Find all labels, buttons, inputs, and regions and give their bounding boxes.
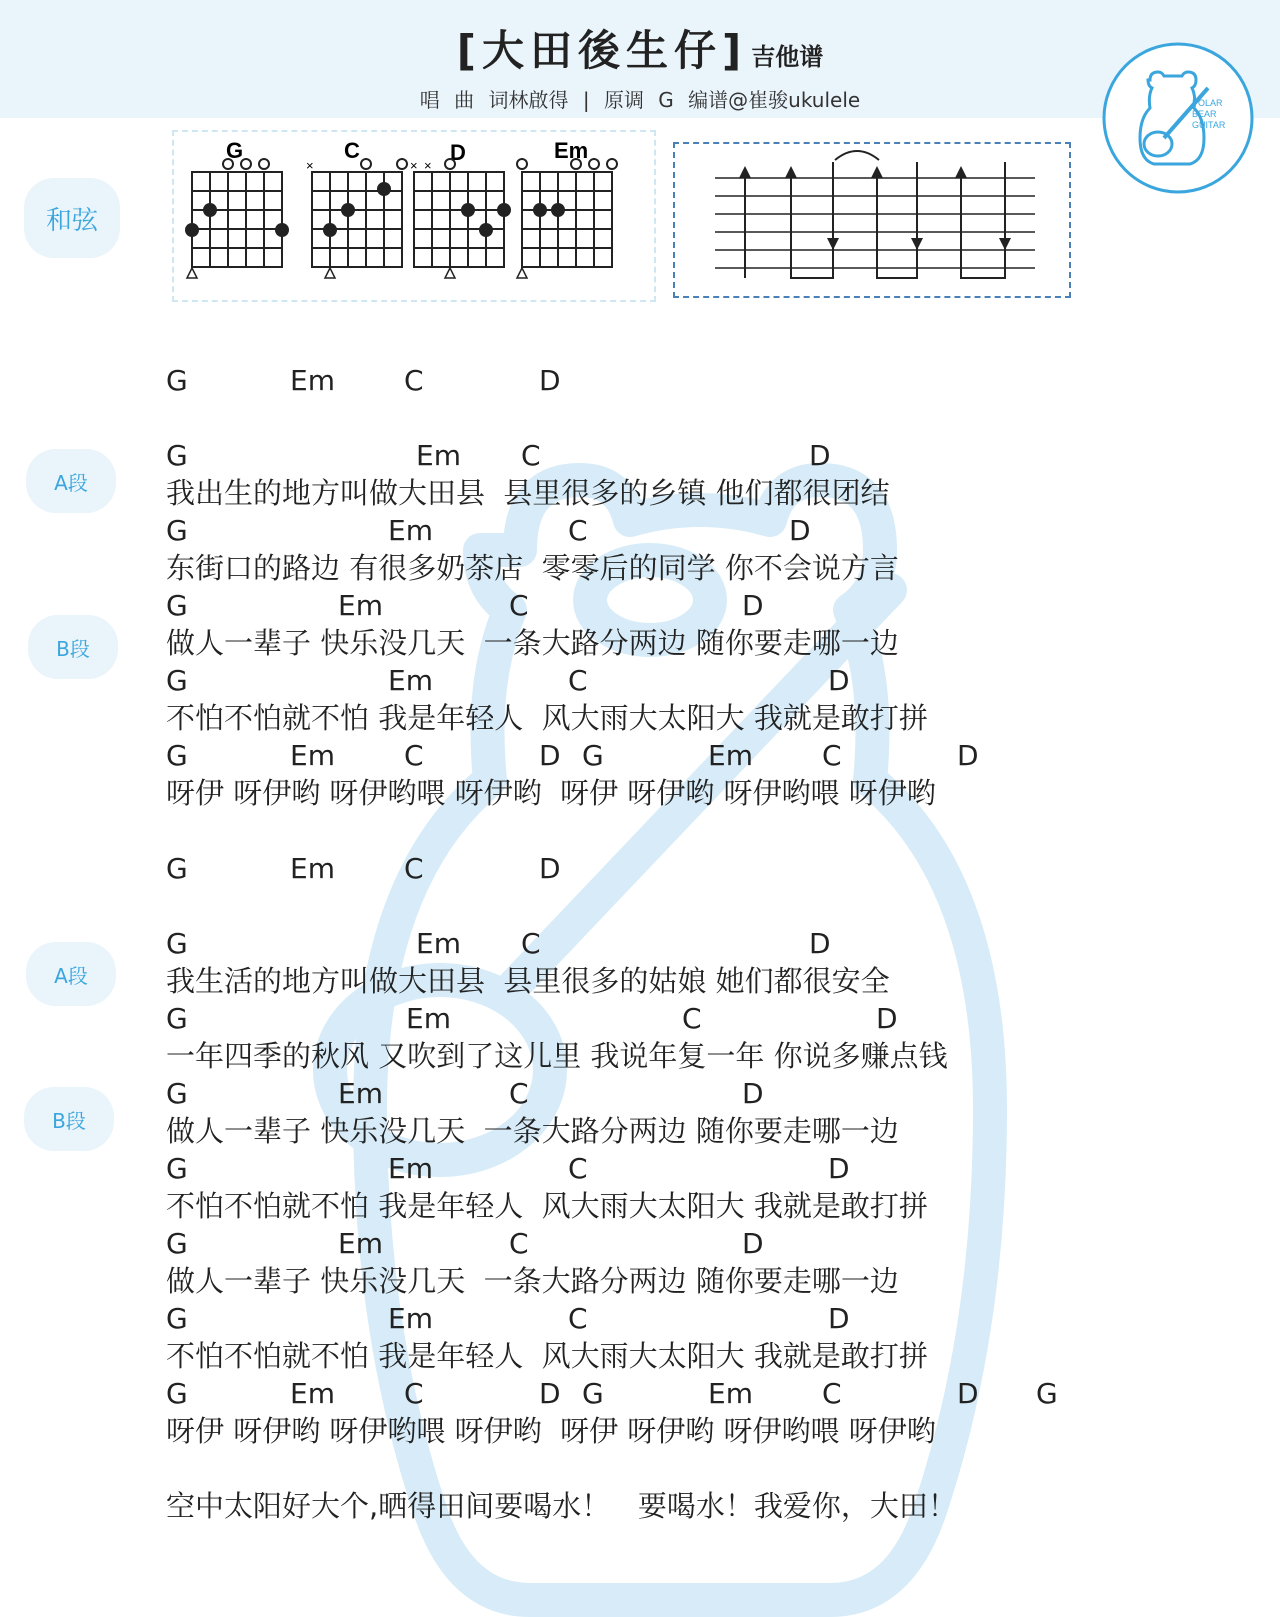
section-b-label-2: B段 — [24, 1087, 114, 1151]
chord-symbol: D — [828, 664, 850, 697]
lyric-line: 不怕不怕就不怕 我是年轻人 风大雨大太阳大 我就是敢打拼 — [166, 1189, 928, 1223]
chord-symbol: C — [822, 739, 842, 772]
title-block — [0, 18, 1280, 78]
chord-symbol: Em — [708, 739, 753, 772]
chord-diagrams — [174, 132, 654, 300]
chord-symbol: C — [509, 1227, 529, 1260]
chord-symbol: C — [568, 514, 588, 547]
chord-em-name: Em — [554, 138, 589, 163]
lyric-line: 东街口的路边 有很多奶茶店 零零后的同学 你不会说方言 — [166, 551, 899, 585]
strum-pattern-panel — [673, 142, 1071, 298]
chord-em-diagram — [517, 138, 617, 278]
chord-symbol: C — [682, 1002, 702, 1035]
chord-symbol: G — [166, 439, 188, 472]
chord-symbol: G — [166, 1152, 188, 1185]
chord-symbol: Em — [388, 1302, 433, 1335]
logo-text-1: POLAR — [1192, 98, 1223, 108]
chord-symbol: G — [166, 1002, 188, 1035]
chord-symbol: D — [789, 514, 811, 547]
chord-symbol: G — [166, 1302, 188, 1335]
chord-line — [166, 1227, 1166, 1261]
chord-line — [166, 927, 1166, 961]
song-subtitle: 吉他谱 — [751, 43, 824, 71]
chord-symbol: Em — [338, 1227, 383, 1260]
chord-symbol: D — [876, 1002, 898, 1035]
chord-symbol: D — [539, 364, 561, 397]
chord-symbol: Em — [416, 439, 461, 472]
lyric-line: 呀伊 呀伊哟 呀伊哟喂 呀伊哟 呀伊 呀伊哟 呀伊哟喂 呀伊哟 — [166, 776, 936, 810]
section-b-label-1: B段 — [28, 615, 118, 679]
polar-bear-guitar-logo — [1100, 40, 1256, 196]
chord-symbol: C — [404, 739, 424, 772]
strum-pattern — [675, 144, 1069, 296]
chord-symbol: Em — [388, 1152, 433, 1185]
chord-line — [166, 739, 1166, 773]
chord-line — [166, 1302, 1166, 1336]
chord-symbol: C — [509, 1077, 529, 1110]
chord-symbol: G — [166, 1227, 188, 1260]
chord-symbol: D — [539, 852, 561, 885]
chord-line — [166, 1077, 1166, 1111]
chord-symbol: Em — [708, 1377, 753, 1410]
chord-d-name: D — [450, 140, 466, 165]
chord-symbol: D — [828, 1302, 850, 1335]
chord-line — [166, 364, 1166, 398]
logo-text-2: BEAR — [1192, 109, 1217, 119]
chord-symbol: Em — [290, 852, 335, 885]
lyric-line: 做人一辈子 快乐没几天 一条大路分两边 随你要走哪一边 — [166, 1264, 899, 1298]
lyric-line: 一年四季的秋风 又吹到了这儿里 我说年复一年 你说多赚点钱 — [166, 1039, 948, 1073]
chord-symbol: G — [166, 927, 188, 960]
chord-symbol: Em — [338, 1077, 383, 1110]
chord-g-name: G — [226, 138, 244, 163]
svg-text:×: × — [410, 158, 418, 173]
section-a-label-2: A段 — [26, 942, 116, 1006]
chord-symbol: C — [509, 589, 529, 622]
chord-c-name: C — [344, 138, 360, 163]
chord-symbol: D — [957, 1377, 979, 1410]
chord-symbol: C — [568, 664, 588, 697]
chord-symbol: G — [166, 514, 188, 547]
chord-symbol: C — [822, 1377, 842, 1410]
chord-symbol: Em — [416, 927, 461, 960]
chord-symbol: C — [404, 1377, 424, 1410]
chord-symbol: Em — [338, 589, 383, 622]
logo-text-3: GUITAR — [1192, 120, 1226, 130]
section-a-label-1: A段 — [26, 449, 116, 513]
chord-symbol: G — [166, 739, 188, 772]
chord-line — [166, 1002, 1166, 1036]
chord-symbol: G — [582, 1377, 604, 1410]
song-title: [大田後生仔] — [456, 26, 748, 75]
chord-symbol: D — [742, 1227, 764, 1260]
chord-symbol: G — [582, 739, 604, 772]
chord-line — [166, 664, 1166, 698]
chords-label: 和弦 — [24, 178, 120, 258]
chord-symbol: D — [809, 439, 831, 472]
chord-line — [166, 1377, 1166, 1411]
chord-symbol: D — [539, 1377, 561, 1410]
lyric-line: 我生活的地方叫做大田县 县里很多的姑娘 她们都很安全 — [166, 964, 890, 998]
chord-line — [166, 589, 1166, 623]
lyric-line: 呀伊 呀伊哟 呀伊哟喂 呀伊哟 呀伊 呀伊哟 呀伊哟喂 呀伊哟 — [166, 1414, 936, 1448]
lyric-line: 做人一辈子 快乐没几天 一条大路分两边 随你要走哪一边 — [166, 1114, 899, 1148]
chord-c-diagram — [306, 138, 407, 278]
lyric-line: 空中太阳好大个,晒得田间要喝水！ 要喝水！我爱你，大田！ — [166, 1489, 957, 1523]
chord-symbol: Em — [290, 739, 335, 772]
svg-text:×: × — [306, 158, 314, 173]
lyric-line: 做人一辈子 快乐没几天 一条大路分两边 随你要走哪一边 — [166, 626, 899, 660]
chord-symbol: D — [539, 739, 561, 772]
lyric-line: 不怕不怕就不怕 我是年轻人 风大雨大太阳大 我就是敢打拼 — [166, 701, 928, 735]
lyric-line: 不怕不怕就不怕 我是年轻人 风大雨大太阳大 我就是敢打拼 — [166, 1339, 928, 1373]
chord-symbol: D — [742, 1077, 764, 1110]
chord-symbol: C — [404, 364, 424, 397]
chord-symbol: G — [166, 852, 188, 885]
chord-symbol: G — [166, 664, 188, 697]
chord-line — [166, 1152, 1166, 1186]
chord-line — [166, 852, 1166, 886]
chord-line — [166, 514, 1166, 548]
chord-symbol: D — [957, 739, 979, 772]
chord-symbol: Em — [388, 664, 433, 697]
chord-symbol: D — [742, 589, 764, 622]
chord-diagrams-panel — [172, 130, 656, 302]
chord-symbol: G — [166, 364, 188, 397]
chord-symbol: C — [568, 1152, 588, 1185]
chord-d-diagram — [410, 140, 511, 278]
svg-text:×: × — [424, 158, 432, 173]
chord-symbol: D — [828, 1152, 850, 1185]
chord-symbol: G — [166, 1377, 188, 1410]
chord-line — [166, 439, 1166, 473]
chord-g-diagram — [185, 138, 289, 278]
chord-symbol: C — [521, 439, 541, 472]
credits: 唱 曲 词林啟得 | 原调 G 编谱@崔骏ukulele — [419, 88, 861, 112]
chord-symbol: G — [166, 1077, 188, 1110]
chord-symbol: Em — [406, 1002, 451, 1035]
chord-symbol: G — [166, 589, 188, 622]
lyric-line: 我出生的地方叫做大田县 县里很多的乡镇 他们都很团结 — [166, 476, 890, 510]
chord-symbol: G — [1036, 1377, 1058, 1410]
chord-symbol: C — [568, 1302, 588, 1335]
chord-symbol: Em — [388, 514, 433, 547]
chord-symbol: C — [521, 927, 541, 960]
chord-symbol: Em — [290, 364, 335, 397]
chord-symbol: D — [809, 927, 831, 960]
chord-symbol: Em — [290, 1377, 335, 1410]
chord-symbol: C — [404, 852, 424, 885]
